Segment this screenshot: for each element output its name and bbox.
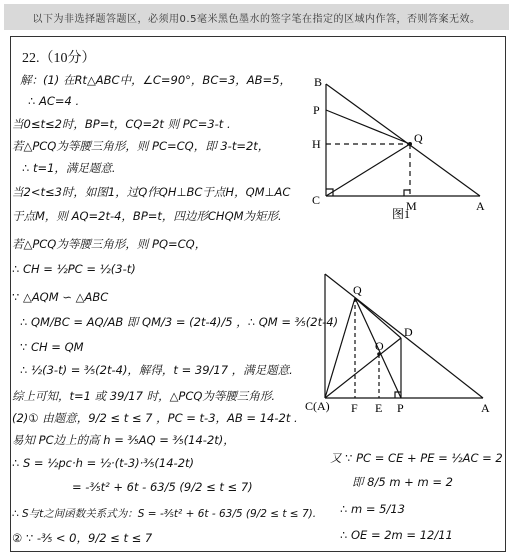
point-q bbox=[408, 142, 412, 146]
side-note: 又 ∵ PC = CE + PE = ½AC = 2 bbox=[330, 451, 503, 465]
solution-line: ∵ △AQM ∽ △ABC bbox=[12, 290, 109, 304]
solution-line: ∴ CH = ½PC = ½(3-t) bbox=[12, 262, 136, 276]
label-p: P bbox=[313, 103, 320, 117]
label-b: B bbox=[314, 75, 323, 89]
label-q: Q bbox=[414, 131, 423, 145]
label-m: M bbox=[406, 199, 417, 213]
solution-line: 当0≤t≤2时，BP=t，CQ=2t 则 PC=3-t . bbox=[12, 117, 231, 131]
solution-line: (2)① 由题意，9/2 ≤ t ≤ 7 ，PC = t-3，AB = 14-2t . bbox=[12, 411, 298, 425]
solution-line: ∴ QM/BC = AQ/AB 即 QM/3 = (2t-4)/5 ，∴ QM = ⅗(2t-4) bbox=[20, 315, 339, 329]
side-note: ∴ OE = 2m = 12/11 bbox=[340, 528, 453, 542]
segment-cq bbox=[326, 144, 410, 196]
solution-line: ② ∵ -⅗ < 0，9/2 ≤ t ≤ 7 bbox=[12, 531, 153, 545]
solution-line: ∴ t=1，满足题意. bbox=[22, 161, 116, 175]
answer-area-banner bbox=[4, 4, 509, 30]
label-f: F bbox=[351, 401, 358, 415]
label-a: A bbox=[476, 199, 485, 213]
problem-number: 22.（10分） bbox=[22, 51, 96, 66]
label-q: Q bbox=[353, 283, 362, 297]
side-note: ∴ m = 5/13 bbox=[340, 502, 405, 516]
solution-line: 综上可知，t=1 或 39/17 时，△PCQ为等腰三角形. bbox=[12, 389, 276, 403]
solution-line: = -⅗t² + 6t - 63/5 (9/2 ≤ t ≤ 7) bbox=[72, 480, 253, 494]
solution-line: ∴ ½(3-t) = ⅗(2t-4)，解得，t = 39/17 ，满足题意. bbox=[20, 363, 293, 377]
label-o: O bbox=[375, 339, 384, 353]
solution-line: ∴ AC=4 . bbox=[28, 94, 80, 108]
solution-line: ∵ CH = QM bbox=[20, 340, 84, 354]
solution-line: 当2<t≤3时，如图1，过Q作QH⊥BC于点H，QM⊥AC bbox=[12, 185, 291, 199]
solution-line: ∴ S与t之间函数关系式为：S = -⅗t² + 6t - 63/5 (9/2 ≤ t ≤ 7). bbox=[12, 508, 317, 520]
solution-line: 若△PCQ为等腰三角形，则 PC=CQ，即 3-t=2t， bbox=[12, 139, 270, 153]
label-h: H bbox=[312, 137, 321, 151]
solution-line: 于点M，则 AQ=2t-4，BP=t，四边形CHQM为矩形. bbox=[12, 209, 282, 223]
segment-q-d bbox=[355, 298, 401, 338]
label-a: A bbox=[481, 401, 490, 415]
figure-1-caption: 图1 bbox=[392, 207, 411, 221]
segment-ba bbox=[326, 84, 480, 196]
segment-c-d bbox=[325, 338, 401, 398]
label-c: C bbox=[312, 193, 321, 207]
label-p: P bbox=[397, 401, 404, 415]
side-note: 即 8/5 m + m = 2 bbox=[352, 475, 453, 489]
label-c-a: C(A) bbox=[305, 399, 330, 413]
label-e: E bbox=[375, 401, 383, 415]
solution-line: 解：(1) 在Rt△ABC中，∠C=90°，BC=3，AB=5， bbox=[20, 73, 292, 87]
figure-1 bbox=[300, 70, 500, 230]
segment-c-q bbox=[325, 298, 355, 398]
banner-text: 以下为非选择题答题区，必须用0.5毫米黑色墨水的签字笔在指定的区域内作答，否则答案无效。 bbox=[32, 13, 481, 25]
solution-line: 易知 PC边上的高 h = ⅗AQ = ⅗(14-2t)， bbox=[12, 433, 235, 447]
label-d: D bbox=[404, 325, 413, 339]
right-angle-m bbox=[404, 190, 410, 196]
figure-2 bbox=[305, 268, 495, 418]
solution-line: ∴ S = ½pc·h = ½·(t-3)·⅗(14-2t) bbox=[12, 456, 195, 470]
solution-line: 若△PCQ为等腰三角形，则 PQ=CQ， bbox=[12, 237, 207, 251]
